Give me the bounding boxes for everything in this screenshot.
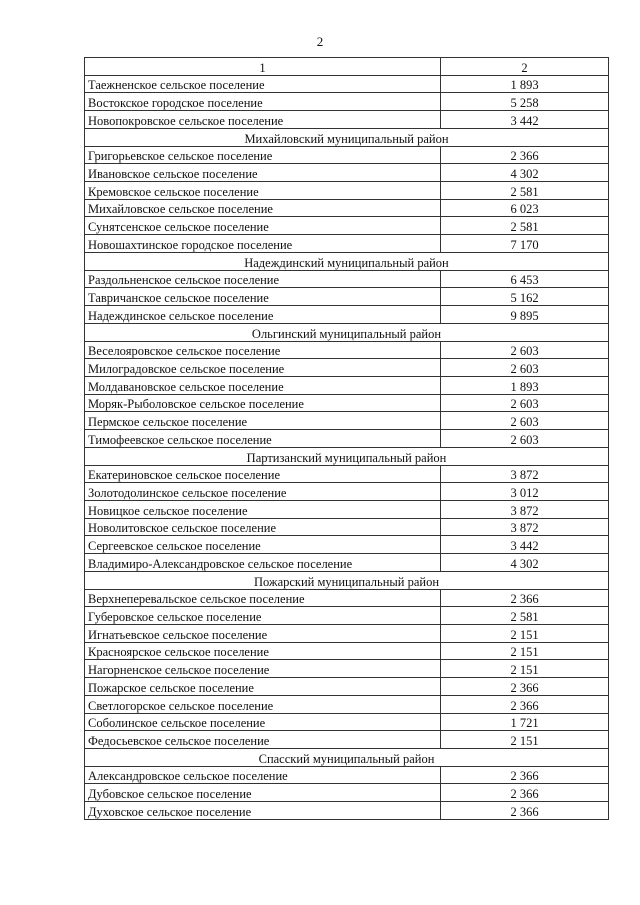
table-row [85,394,609,412]
table-row [85,93,609,111]
table-row [85,111,609,129]
settlement-name: Раздольненское сельское поселение [85,270,441,288]
table-row [85,518,609,536]
settlement-value: 3 872 [441,465,609,483]
settlement-value: 2 603 [441,412,609,430]
table-body [85,58,609,820]
district-row [85,447,609,465]
district-name: Пожарский муниципальный район [85,571,609,589]
settlement-name: Милоградовское сельское поселение [85,359,441,377]
settlement-value: 2 581 [441,182,609,200]
settlement-name: Надеждинское сельское поселение [85,306,441,324]
district-row [85,252,609,270]
district-row [85,323,609,341]
table-row [85,270,609,288]
settlement-name: Моряк-Рыболовское сельское поселение [85,394,441,412]
settlement-name: Золотодолинское сельское поселение [85,483,441,501]
table-row [85,607,609,625]
table-row [85,465,609,483]
settlement-name: Александровское сельское поселение [85,766,441,784]
settlement-value: 1 893 [441,75,609,93]
settlement-value: 2 603 [441,341,609,359]
header-cell-2: 2 [441,58,609,76]
settlement-value: 6 023 [441,199,609,217]
settlement-value: 1 721 [441,713,609,731]
table-row [85,146,609,164]
settlement-value: 3 442 [441,111,609,129]
settlement-name: Екатериновское сельское поселение [85,465,441,483]
table-row [85,784,609,802]
table-row [85,306,609,324]
settlement-name: Новицкое сельское поселение [85,500,441,518]
settlement-value: 2 366 [441,784,609,802]
district-name: Ольгинский муниципальный район [85,323,609,341]
settlement-name: Тимофеевское сельское поселение [85,430,441,448]
settlement-value: 2 366 [441,695,609,713]
table-header-row [85,58,609,76]
settlement-name: Ивановское сельское поселение [85,164,441,182]
table-row [85,483,609,501]
district-name: Михайловский муниципальный район [85,128,609,146]
settlement-value: 6 453 [441,270,609,288]
settlement-value: 9 895 [441,306,609,324]
settlement-value: 7 170 [441,235,609,253]
settlement-value: 3 872 [441,500,609,518]
table-row [85,359,609,377]
settlement-value: 2 366 [441,766,609,784]
settlement-value: 3 442 [441,536,609,554]
table-row [85,536,609,554]
table-row [85,75,609,93]
settlement-name: Новошахтинское городское поселение [85,235,441,253]
settlement-value: 2 603 [441,394,609,412]
table-row [85,625,609,643]
settlement-value: 2 366 [441,678,609,696]
table-row [85,678,609,696]
table-row [85,660,609,678]
table-row [85,766,609,784]
settlement-value: 2 603 [441,430,609,448]
settlement-name: Сунятсенское сельское поселение [85,217,441,235]
settlement-name: Владимиро-Александровское сельское поселение [85,554,441,572]
table-row [85,500,609,518]
district-name: Спасский муниципальный район [85,749,609,767]
settlement-name: Духовское сельское поселение [85,802,441,820]
settlement-value: 2 366 [441,146,609,164]
table-row [85,376,609,394]
settlement-value: 1 893 [441,376,609,394]
table-row [85,554,609,572]
table-row [85,713,609,731]
settlement-value: 3 012 [441,483,609,501]
settlement-name: Нагорненское сельское поселение [85,660,441,678]
district-name: Надеждинский муниципальный район [85,252,609,270]
settlement-value: 4 302 [441,164,609,182]
table-row [85,802,609,820]
settlement-name: Новопокровское сельское поселение [85,111,441,129]
table-row [85,731,609,749]
table-row [85,589,609,607]
settlement-name: Соболинское сельское поселение [85,713,441,731]
district-row [85,749,609,767]
settlement-name: Светлогорское сельское поселение [85,695,441,713]
settlement-name: Игнатьевское сельское поселение [85,625,441,643]
header-cell-1: 1 [85,58,441,76]
settlement-value: 2 581 [441,217,609,235]
table-row [85,182,609,200]
settlement-name: Таежненское сельское поселение [85,75,441,93]
settlement-name: Кремовское сельское поселение [85,182,441,200]
settlement-name: Тавричанское сельское поселение [85,288,441,306]
table-row [85,164,609,182]
settlement-value: 2 366 [441,589,609,607]
settlement-value: 4 302 [441,554,609,572]
settlement-name: Молдавановское сельское поселение [85,376,441,394]
settlement-value: 2 151 [441,660,609,678]
settlement-name: Губеровское сельское поселение [85,607,441,625]
table-row [85,288,609,306]
page-number: 2 [316,34,324,49]
settlement-name: Верхнеперевальское сельское поселение [85,589,441,607]
settlement-value: 5 258 [441,93,609,111]
table-row [85,199,609,217]
district-row [85,571,609,589]
settlement-name: Востокское городское поселение [85,93,441,111]
settlement-name: Пожарское сельское поселение [85,678,441,696]
district-name: Партизанский муниципальный район [85,447,609,465]
allocation-table [84,57,609,820]
settlement-value: 2 581 [441,607,609,625]
settlement-value: 5 162 [441,288,609,306]
settlement-name: Новолитовское сельское поселение [85,518,441,536]
settlement-name: Михайловское сельское поселение [85,199,441,217]
table-row [85,642,609,660]
settlement-name: Дубовское сельское поселение [85,784,441,802]
table-row [85,430,609,448]
settlement-value: 2 151 [441,642,609,660]
settlement-name: Пермское сельское поселение [85,412,441,430]
table-row [85,412,609,430]
table-row [85,695,609,713]
table-row [85,217,609,235]
table-row [85,235,609,253]
settlement-value: 3 872 [441,518,609,536]
district-row [85,128,609,146]
settlement-name: Федосьевское сельское поселение [85,731,441,749]
settlement-name: Веселояровское сельское поселение [85,341,441,359]
settlement-name: Красноярское сельское поселение [85,642,441,660]
settlement-value: 2 151 [441,731,609,749]
settlement-value: 2 603 [441,359,609,377]
settlement-name: Григорьевское сельское поселение [85,146,441,164]
settlement-name: Сергеевское сельское поселение [85,536,441,554]
table-row [85,341,609,359]
settlement-value: 2 366 [441,802,609,820]
settlement-value: 2 151 [441,625,609,643]
